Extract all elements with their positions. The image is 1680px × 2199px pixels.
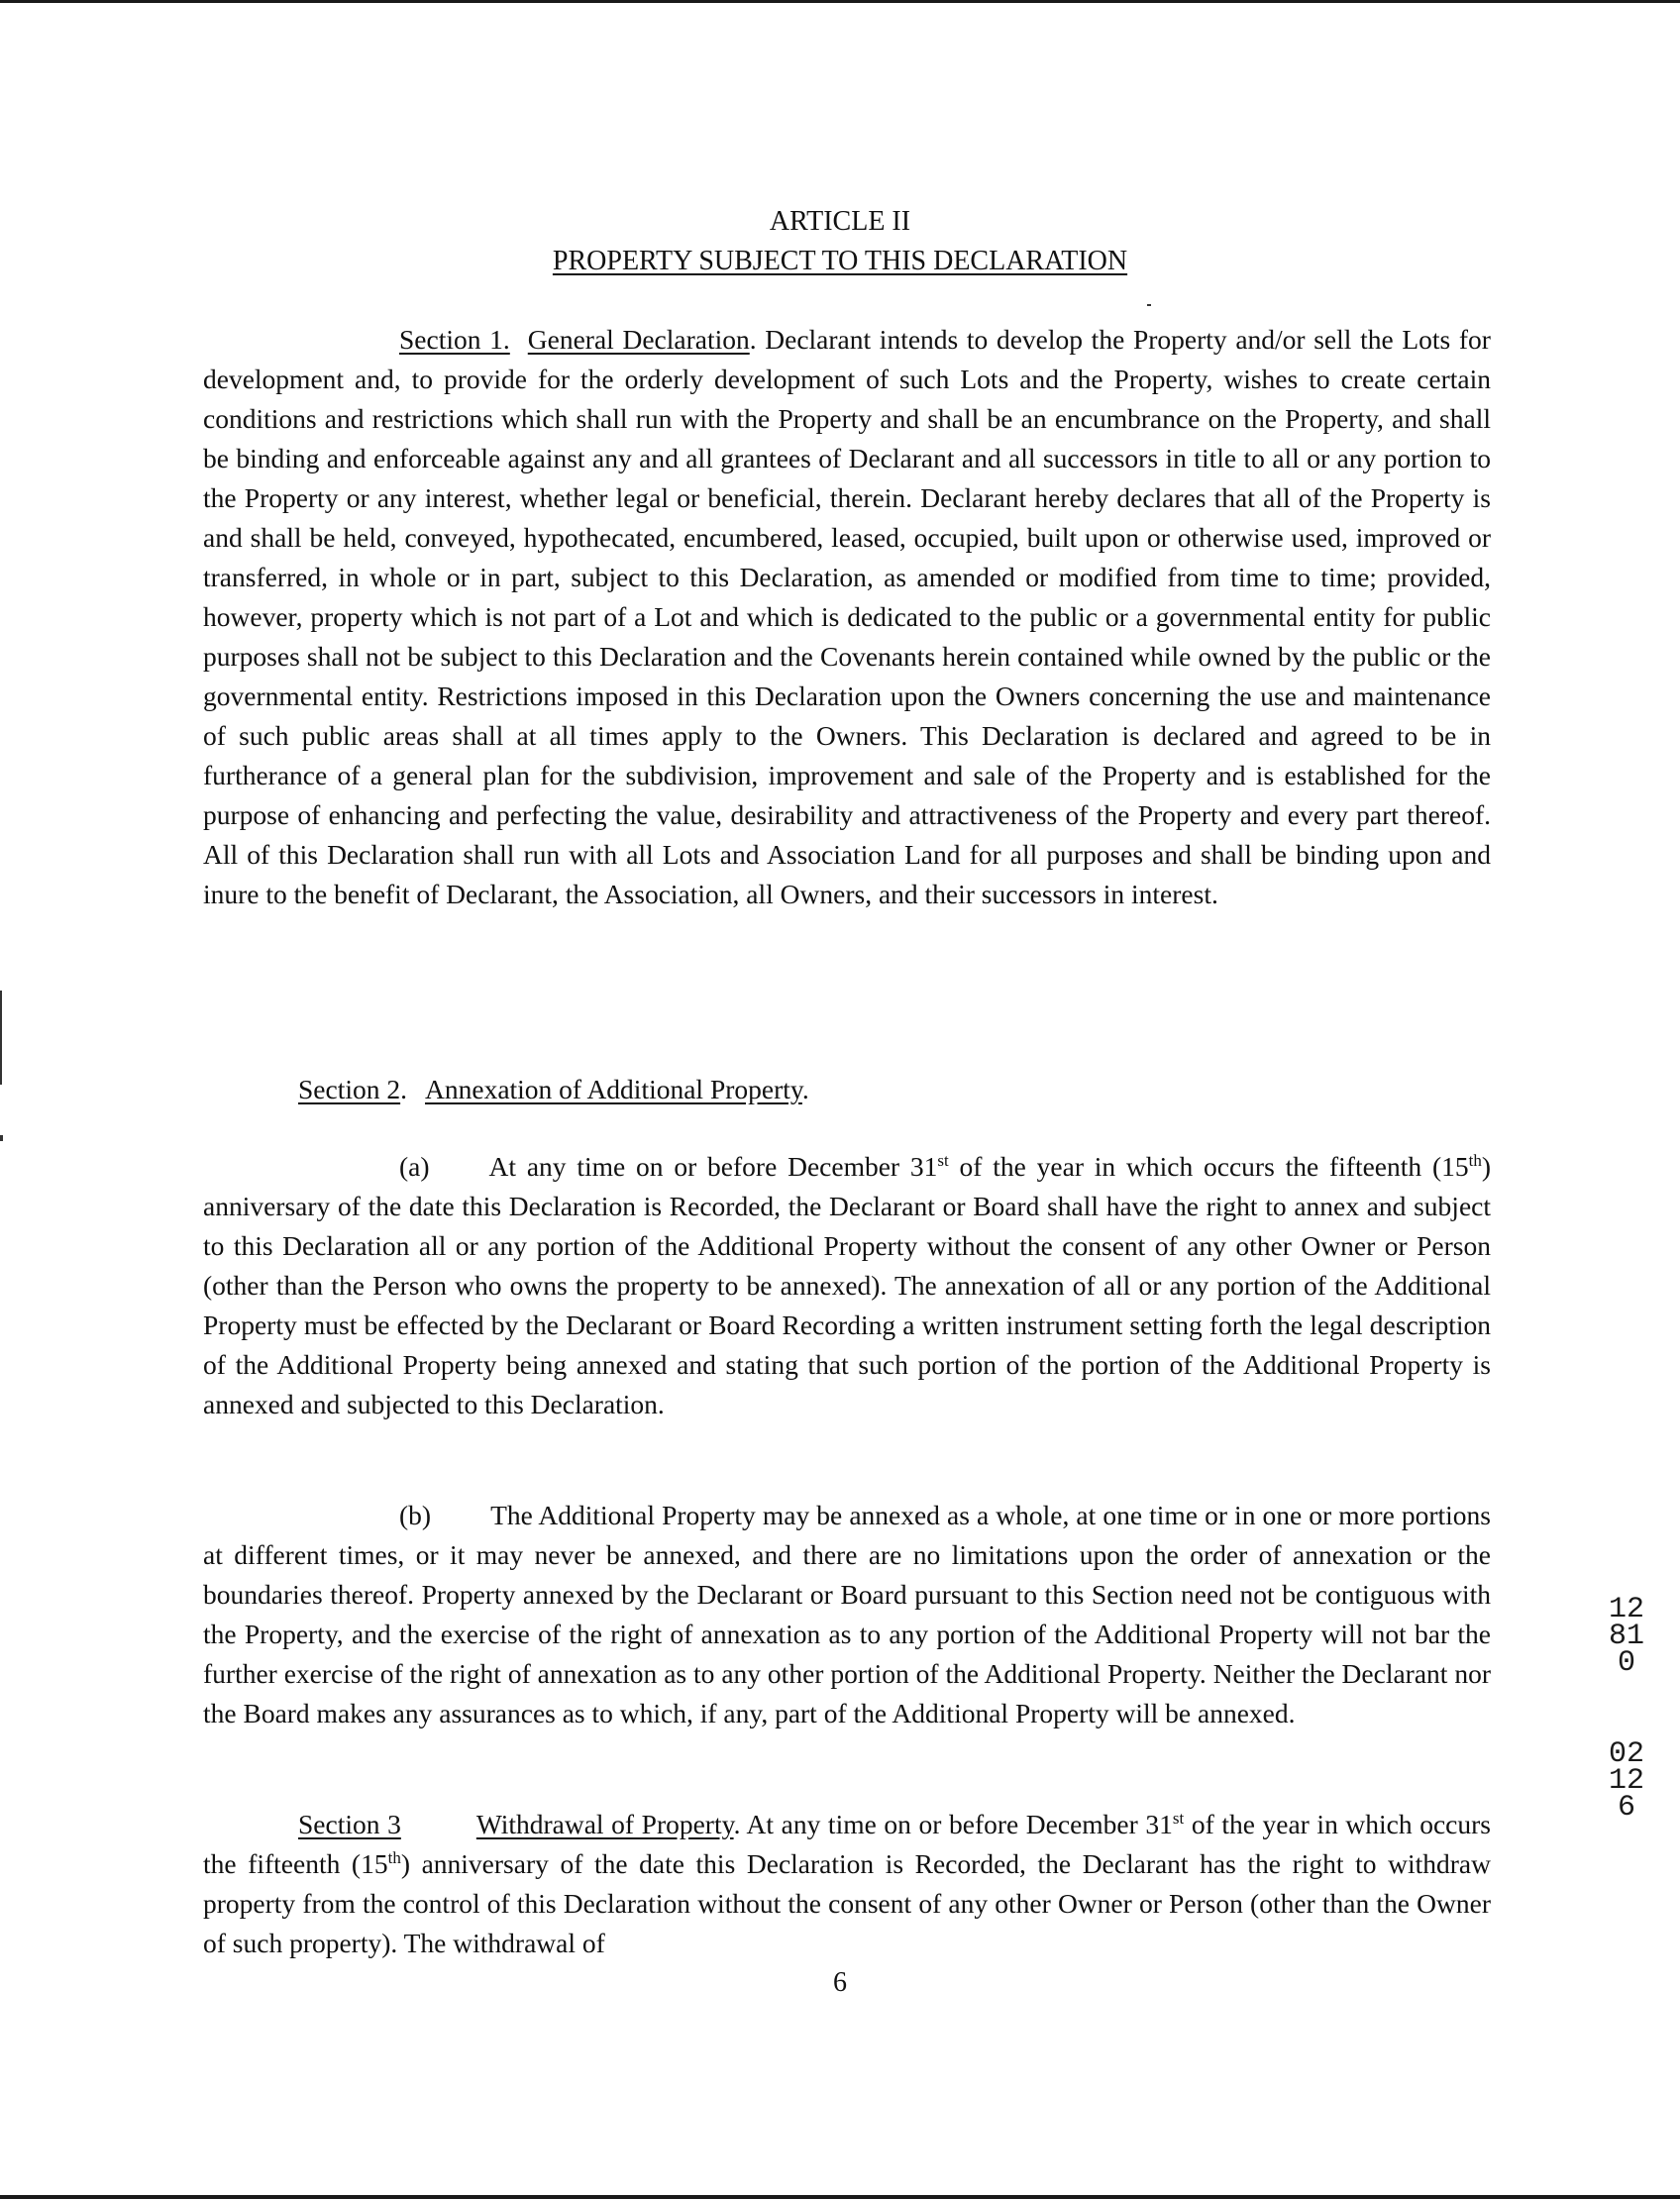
paragraph-a-sup-2: th: [1468, 1151, 1482, 1170]
stray-mark: [1147, 304, 1151, 306]
scan-edge-left: [0, 991, 2, 1085]
article-subtitle-text: PROPERTY SUBJECT TO THIS DECLARATION: [552, 246, 1128, 276]
section-3-paragraph: [203, 1805, 1491, 1963]
section-1-heading: General Declaration: [527, 324, 750, 355]
scan-edge-top: [0, 0, 1680, 3]
article-title: ARTICLE II: [769, 206, 911, 237]
scan-edge-bottom: [0, 2195, 1680, 2199]
article-subtitle: [0, 242, 1680, 281]
section-1-text: . Declarant intends to develop the Property and/or sell the Lots for development and, to provide for the orderly development of such Lots and the Property, wishes to create certain conditions and restrictions which shall run with the Property and shall be an encumbrance on the Property, and shall be binding and enforceable against any and all grantees of Declarant and all successors in title to all or any portion to the Property or any interest, whether legal or beneficial, therein. Declarant hereby declares that all of the Property is and shall be held, conveyed, hypothecated, encumbered, leased, occupied, built upon or otherwise used, improved or transferred, in whole or in part, subject to this Declaration, as amended or modified from time to time; provided, however, property which is not part of a Lot and which is dedicated to the public or a governmental entity for public purposes shall not be subject to this Declaration and the Covenants herein contained while owned by the public or the governmental entity. Restrictions imposed in this Declaration upon the Owners concerning the use and maintenance of such public areas shall at all times apply to the Owners. This Declaration is declared and agreed to be in furtherance of a general plan for the subdivision, improvement and sale of the Property and is established for the purpose of enhancing and perfecting the value, desirability and attractiveness of the Property and every part thereof. All of this Declaration shall run with all Lots and Association Land for all purposes and shall be binding upon and inure to the benefit of Declarant, the Association, all Owners, and their successors in interest.: [203, 324, 1491, 909]
page-number: 6: [833, 1967, 847, 1998]
margin-stamp-upper: 12810: [1608, 1593, 1644, 1680]
section-2-heading-line: Section 2. Annexation of Additional Property.: [298, 1074, 809, 1104]
section-1-label: Section 1.: [399, 324, 510, 355]
paragraph-a-text-2: of the year in which occurs the fifteenth (15: [948, 1151, 1469, 1182]
paragraph-b-marker: (b): [399, 1500, 432, 1530]
section-3-heading: Withdrawal of Property: [475, 1809, 734, 1839]
section-3-text-1: . At any time on or before December 31: [733, 1809, 1173, 1839]
section-3-text-2: of the year in which occurs the fifteenth (15: [203, 1809, 1491, 1879]
section-3-sup-1: st: [1172, 1809, 1185, 1828]
paragraph-a-sup-1: st: [937, 1151, 949, 1170]
section-2-paragraph-a: [203, 1147, 1491, 1424]
section-3-text-3: ) anniversary of the date this Declaration is Recorded, the Declarant has the right to withdraw property from the control of this Declaration without the consent of any other Owner or Person (other than the Owner of such property). The withdrawal of: [203, 1848, 1491, 1958]
section-2-paragraph-b: [203, 1496, 1491, 1733]
paragraph-b-text: The Additional Property may be annexed as a whole, at one time or in one or more portions at different times, or it may never be annexed, and there are no limitations upon the order of annexation or the boundaries thereof. Property annexed by the Declarant or Board pursuant to this Section need not be contiguous with the Property, and the exercise of the right of annexation as to any portion of the Additional Property will not bar the further exercise of the right of annexation as to any other portion of the Additional Property. Neither the Declarant nor the Board makes any assurances as to which, if any, part of the Additional Property will be annexed.: [203, 1500, 1491, 1728]
margin-stamp-lower: 02126: [1608, 1737, 1644, 1825]
section-2-label: Section 2: [298, 1074, 401, 1104]
section-3-label: Section 3: [298, 1809, 401, 1839]
scan-artifact: [0, 1135, 3, 1141]
paragraph-a-text-3: ) anniversary of the date this Declaration is Recorded, the Declarant or Board shall have the right to annex and subject to this Declaration all or any portion of the Additional Property without the consent of any other Owner or Person (other than the Person who owns the property to be annexed). The annexation of all or any portion of the Additional Property must be effected by the Declarant or Board Recording a written instrument setting forth the legal description of the Additional Property being annexed and stating that such portion of the portion of the Additional Property is annexed and subjected to this Declaration.: [203, 1151, 1492, 1419]
paragraph-a-marker: (a): [399, 1151, 430, 1182]
section-1-paragraph: [203, 320, 1491, 914]
section-3-sup-2: th: [387, 1848, 401, 1867]
section-2-heading: Annexation of Additional Property: [425, 1074, 802, 1104]
paragraph-a-text-1: At any time on or before December 31: [488, 1151, 938, 1182]
